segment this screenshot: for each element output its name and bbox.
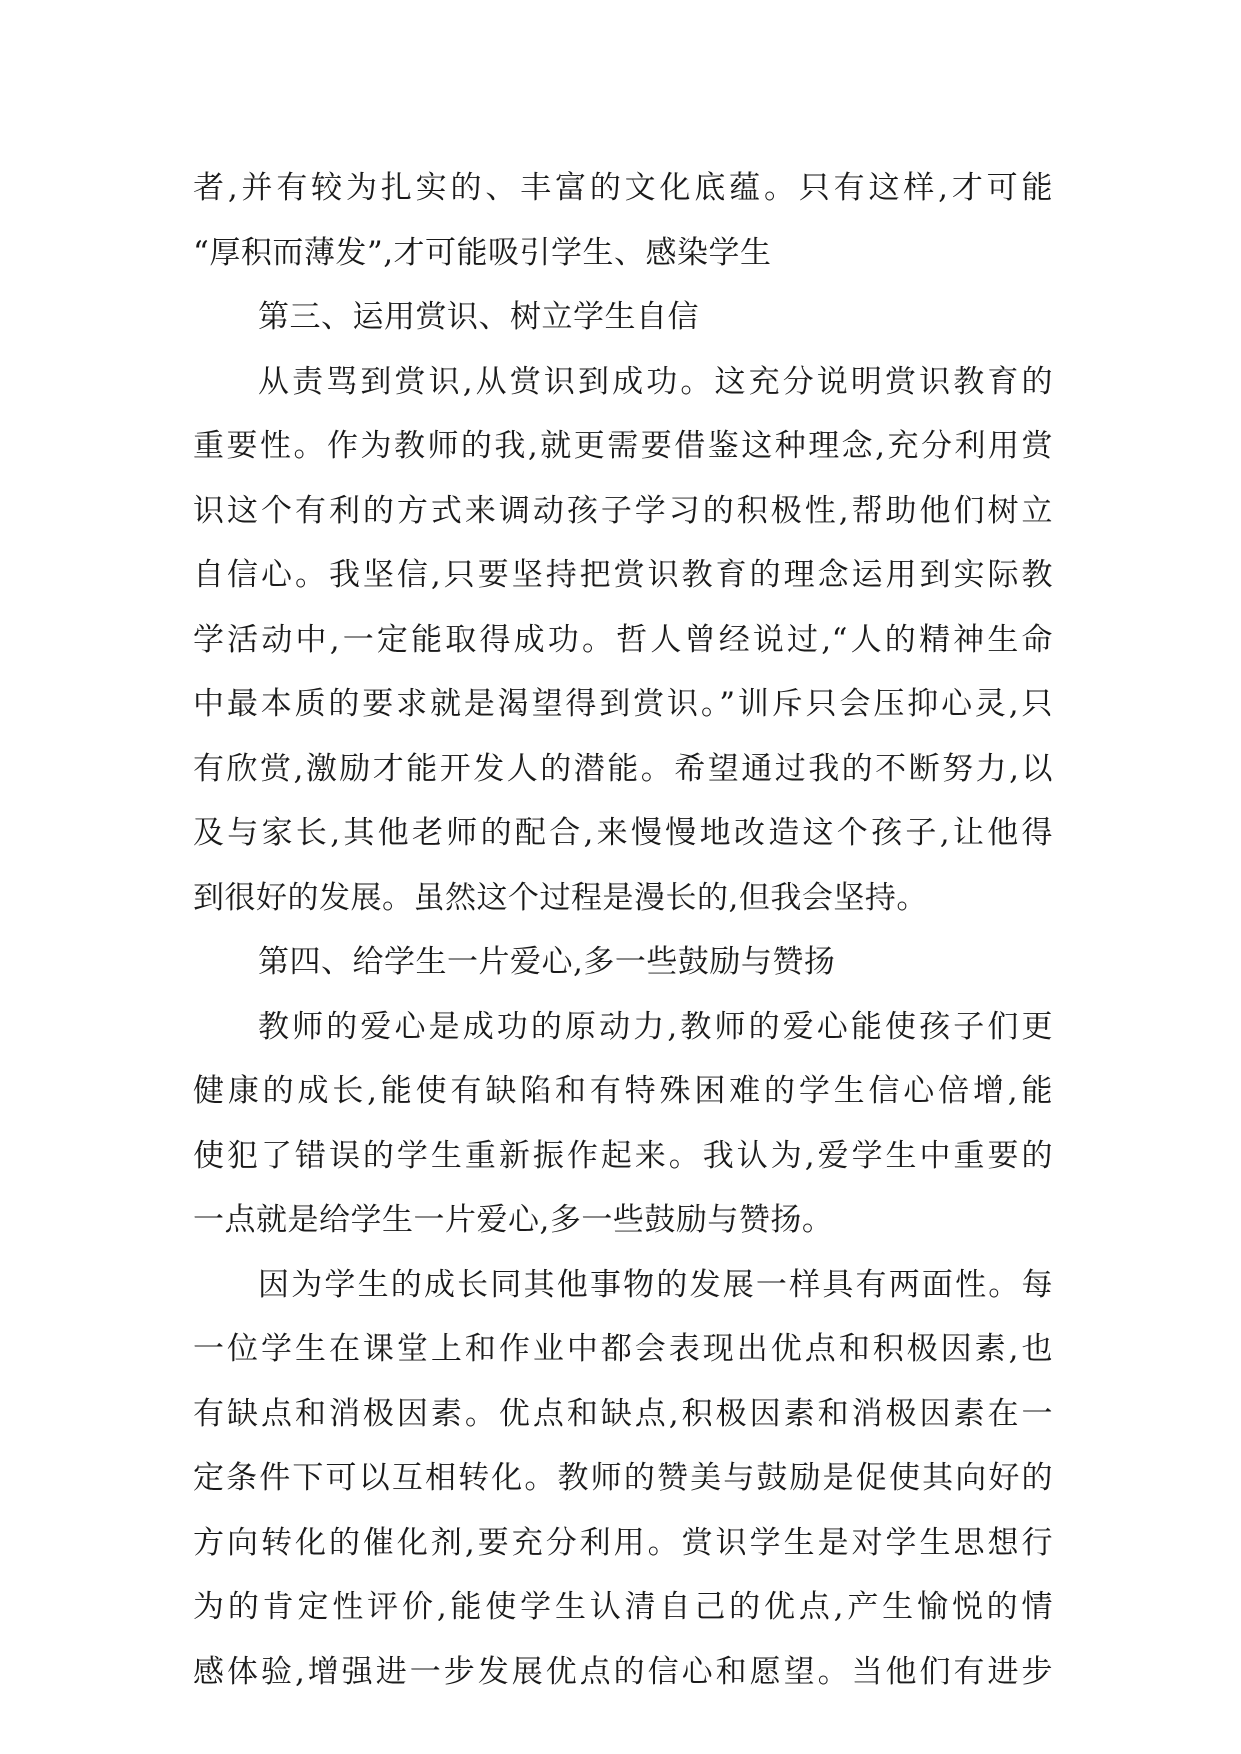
section-heading: 第三、运用赏识、树立学生自信 [258,299,699,335]
paragraph-line: 中最本质的要求就是渴望得到赏识。”训斥只会压抑心灵,只 [193,686,1053,722]
paragraph-line: 为的肯定性评价,能使学生认清自己的优点,产生愉悦的情 [193,1589,1053,1625]
paragraph-line: 者,并有较为扎实的、丰富的文化底蕴。只有这样,才可能 [193,170,1053,206]
paragraph-line: 重要性。作为教师的我,就更需要借鉴这种理念,充分利用赏 [193,428,1053,464]
paragraph-line: 感体验,增强进一步发展优点的信心和愿望。当他们有进步 [193,1653,1053,1690]
paragraph-line: 一位学生在课堂上和作业中都会表现出优点和积极因素,也 [193,1331,1053,1367]
paragraph-line: 一点就是给学生一片爱心,多一些鼓励与赞扬。 [193,1202,834,1238]
paragraph-line: 定条件下可以互相转化。教师的赞美与鼓励是促使其向好的 [193,1460,1053,1496]
section-heading: 第四、给学生一片爱心,多一些鼓励与赞扬 [258,944,836,980]
paragraph-line: 有欣赏,激励才能开发人的潜能。希望通过我的不断努力,以 [193,750,1053,787]
paragraph-line: 到很好的发展。虽然这个过程是漫长的,但我会坚持。 [193,879,928,916]
paragraph-line: “厚积而薄发”,才可能吸引学生、感染学生 [193,234,772,271]
paragraph-line: 识这个有利的方式来调动孩子学习的积极性,帮助他们树立 [193,492,1053,529]
paragraph-line: 健康的成长,能使有缺陷和有特殊困难的学生信心倍增,能 [193,1073,1053,1109]
paragraph-line: 从责骂到赏识,从赏识到成功。这充分说明赏识教育的 [258,363,1053,400]
paragraph-line: 教师的爱心是成功的原动力,教师的爱心能使孩子们更 [258,1008,1053,1045]
paragraph-line: 学活动中,一定能取得成功。哲人曾经说过,“人的精神生命 [193,621,1053,658]
paragraph-line: 使犯了错误的学生重新振作起来。我认为,爱学生中重要的 [193,1137,1053,1174]
paragraph-line: 方向转化的催化剂,要充分利用。赏识学生是对学生思想行 [193,1524,1053,1561]
paragraph-line: 有缺点和消极因素。优点和缺点,积极因素和消极因素在一 [193,1395,1053,1432]
paragraph-line: 及与家长,其他老师的配合,来慢慢地改造这个孩子,让他得 [193,815,1053,851]
paragraph-line: 自信心。我坚信,只要坚持把赏识教育的理念运用到实际教 [193,557,1053,593]
document-body [193,156,1053,1704]
paragraph-line: 因为学生的成长同其他事物的发展一样具有两面性。每 [258,1266,1053,1303]
